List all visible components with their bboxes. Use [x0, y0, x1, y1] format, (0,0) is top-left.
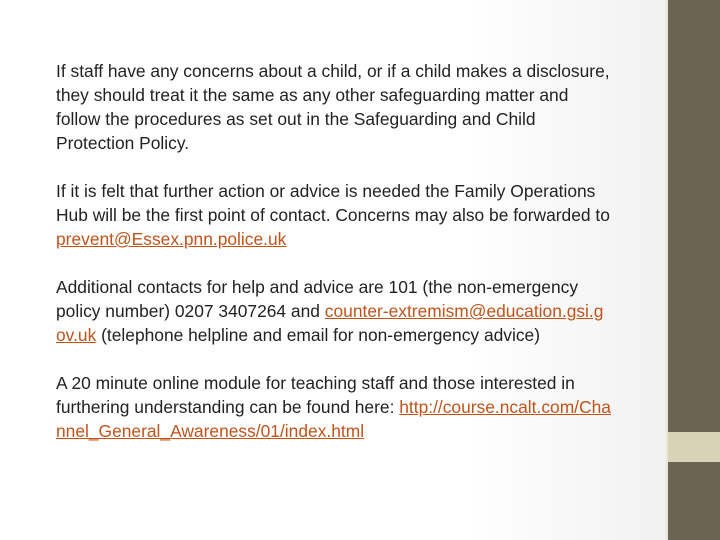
paragraph-further-action-text: If it is felt that further action or advice is needed the Family Operations Hub will be the first point of contact. Concerns may also be forwarded to	[56, 181, 610, 225]
paragraph-additional-contacts-text-end: (telephone helpline and email for non-emergency advice)	[96, 325, 541, 345]
side-bar-accent-block	[666, 432, 720, 462]
slide-body	[56, 59, 612, 443]
counter-extremism-email-link[interactable]: counter-extremism@education.gsi.gov.uk	[56, 301, 604, 345]
decorative-side-bar	[666, 0, 720, 540]
side-bar-upper-block	[666, 0, 720, 432]
paragraph-online-module	[56, 371, 612, 443]
paragraph-additional-contacts-text: Additional contacts for help and advice are 101 (the non-emergency policy number) 0207 3407264 and	[56, 277, 579, 321]
side-bar-edge	[666, 0, 668, 540]
paragraph-further-action	[56, 179, 612, 251]
paragraph-online-module-text: A 20 minute online module for teaching staff and those interested in furthering understanding can be found here:	[56, 373, 575, 417]
side-bar-lower-block	[666, 462, 720, 540]
paragraph-additional-contacts	[56, 275, 612, 347]
prevent-email-link[interactable]: prevent@Essex.pnn.police.uk	[56, 229, 287, 249]
online-module-url-link[interactable]: http://course.ncalt.com/Channel_General_Awareness/01/index.html	[56, 397, 611, 441]
paragraph-concerns: If staff have any concerns about a child, or if a child makes a disclosure, they should treat it the same as any other safeguarding matter and follow the procedures as set out in the Safeguarding and Child Protection Policy.	[56, 61, 610, 153]
